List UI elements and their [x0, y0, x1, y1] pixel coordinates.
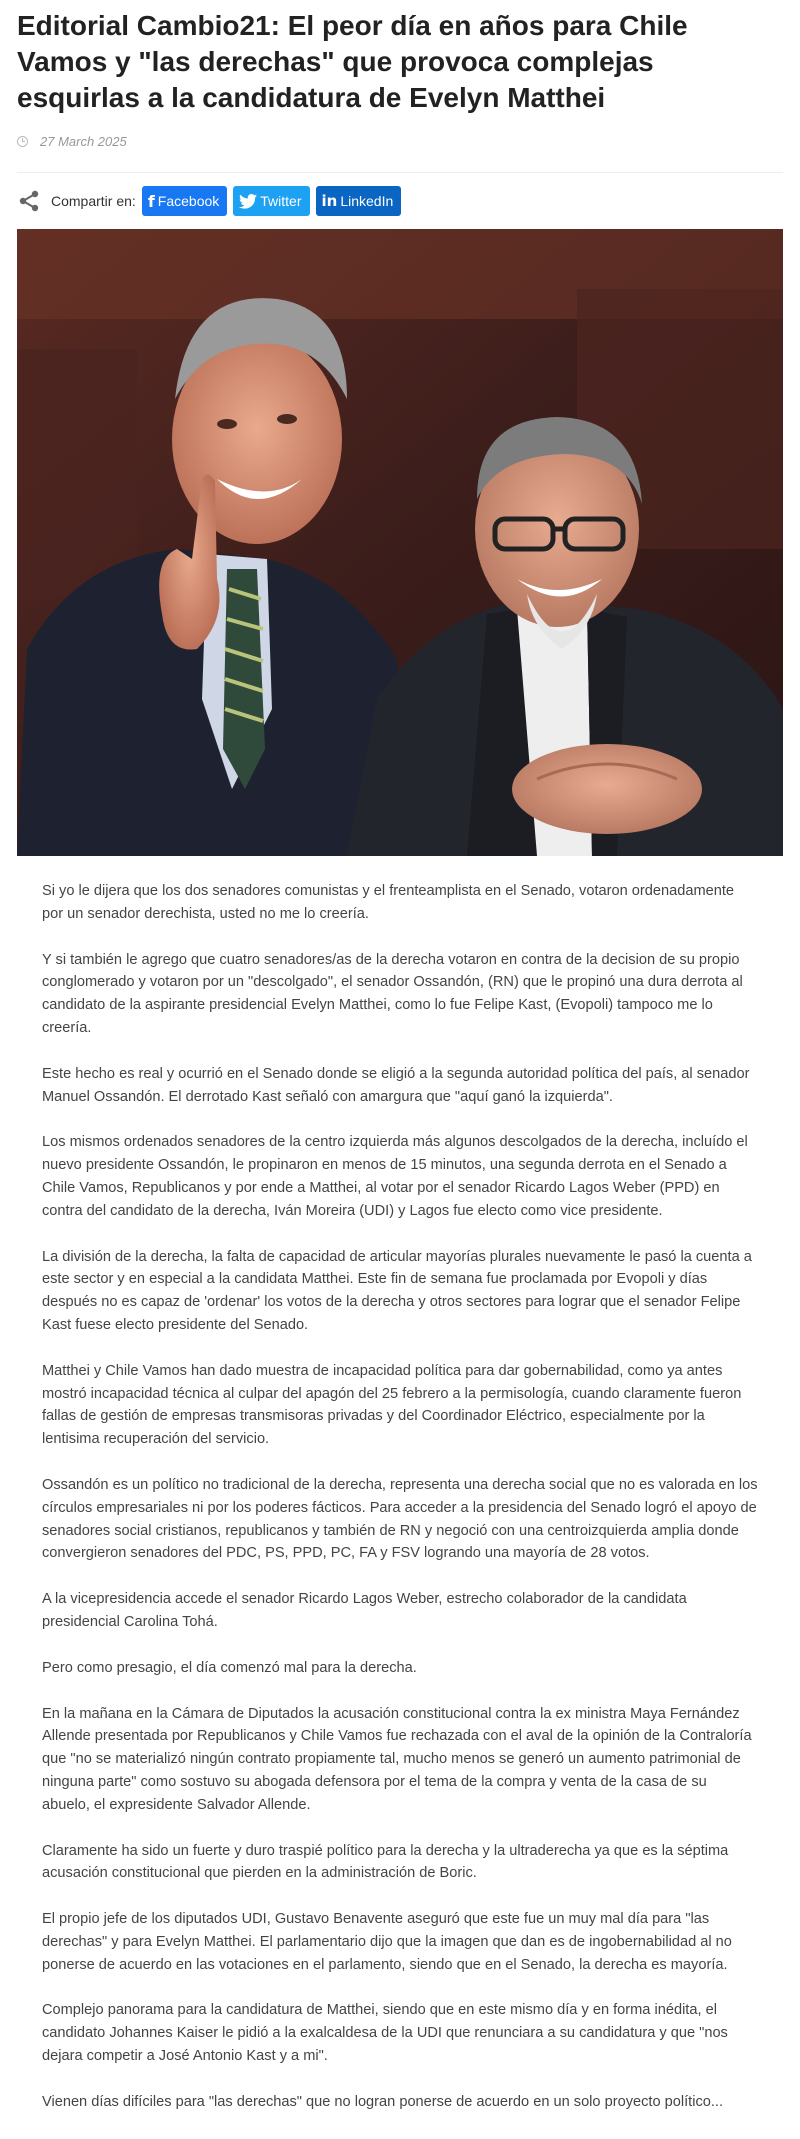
- article-paragraph: A la vicepresidencia accede el senador Ricardo Lagos Weber, estrecho colaborador de la candidata presidencial Carolina Tohá.: [42, 1591, 687, 1630]
- date-row: [17, 132, 783, 150]
- article-paragraph: El propio jefe de los diputados UDI, Gustavo Benavente aseguró que este fue un muy mal día para "las derechas" y para Evelyn Matthei. El parlamentario dijo que la imagen que dan es de ingobernabilidad al no ponerse de acuerdo en las votaciones en el parlamento, siendo que en el Senado, la derecha es mayoría.: [42, 1911, 732, 1973]
- article-paragraph: Complejo panorama para la candidatura de Matthei, siendo que en este mismo día y en forma inédita, el candidato Johannes Kaiser le pidió a la exalcaldesa de la UDI que renunciara a su candidatura y que "nos dejara competir a José Antonio Kast y a mi".: [42, 2002, 728, 2065]
- article-paragraph: La división de la derecha, la falta de capacidad de articular mayorías plurales nuevamente le pasó la cuenta a este sector y en especial a la candidata Matthei. Este fin de semana fue proclamada por Evopoli y días después no es capaz de 'ordenar' los votos de la derecha y otros sectores para lograr que el senador Felipe Kast fuese electo presidente del Senado.: [42, 1248, 752, 1333]
- share-label: Compartir en:: [51, 193, 136, 209]
- article-paragraph: Los mismos ordenados senadores de la centro izquierda más algunos descolgados de la derecha, incluído el nuevo presidente Ossandón, le propinaron en menos de 15 minutos, una segunda derrota en el Senado a Chile Vamos, Republicanos y por ende a Matthei, al votar por el senador Ricardo Lagos Weber (PPD) en contra del candidato de la derecha, Iván Moreira (UDI) y Lagos fue electo como vice presidente.: [42, 1134, 748, 1219]
- publish-date: 27 March 2025: [40, 133, 127, 149]
- article-paragraph: Vienen días difíciles para "las derechas" que no logran ponerse de acuerdo en un solo proyecto político...: [42, 2093, 724, 2110]
- clock-icon: [17, 136, 28, 147]
- article-photo: [17, 229, 783, 856]
- share-bar: [17, 186, 783, 216]
- twitter-label: Twitter: [260, 193, 302, 209]
- article-paragraph: Y si también le agrego que cuatro senadores/as de la derecha votaron en contra de la decision de su propio conglomerado y votaron por un "descolgado", el senador Ossandón, (RN) que le propinó una dura derrota al candidato de la aspirante presidencial Evelyn Matthei, como lo fue Felipe Kast, (Evopoli) tampoco me lo creería.: [42, 951, 743, 1036]
- article-paragraph: Este hecho es real y ocurrió en el Senado donde se eligió a la segunda autoridad política del país, al senador Manuel Ossandón. El derrotado Kast señaló con amargura que "aquí ganó la izquierda".: [42, 1065, 750, 1105]
- divider: [17, 172, 783, 173]
- linkedin-icon: in: [321, 192, 338, 210]
- twitter-icon: [239, 194, 257, 209]
- article-paragraph: Pero como presagio, el día comenzó mal para la derecha.: [42, 1659, 417, 1676]
- twitter-share-button[interactable]: [233, 186, 309, 216]
- article-photo-illustration: [17, 229, 783, 856]
- article-paragraph: Claramente ha sido un fuerte y duro traspié político para la derecha y la ultraderecha ya que es la séptima acusación constitucional que pierden en la administración de Boric.: [42, 1842, 729, 1882]
- facebook-icon: f: [147, 191, 155, 211]
- article-paragraph: En la mañana en la Cámara de Diputados la acusación constitucional contra la ex ministra Maya Fernández Allende presentada por Republicanos y Chile Vamos fue rechazada con el aval de la opinión de la Contraloría que "no se materializó ningún contrato propiamente tal, mucho menos se generó un aumento patrimonial de ninguna parte" como sostuvo su abogada defensora por el tema de la compra y venta de la casa de su abuelo, el expresidente Salvador Allende.: [42, 1705, 752, 1813]
- article-paragraph: Si yo le dijera que los dos senadores comunistas y el frenteamplista en el Senado, votaron ordenadamente por un senador derechista, usted no me lo creería.: [42, 883, 734, 922]
- article-paragraph: Matthei y Chile Vamos han dado muestra de incapacidad política para dar gobernabilidad, como ya antes mostró incapacidad técnica al culpar del apagón del 25 febrero a la permisología, cuando claramente fueron fallas de gestión de empresas transmisoras privadas y del Coordinador Eléctrico, especialmente por la lentisima recuperación del servicio.: [42, 1362, 742, 1448]
- facebook-label: Facebook: [157, 193, 220, 209]
- linkedin-share-button[interactable]: [316, 186, 402, 216]
- article-title: Editorial Cambio21: El peor día en años para Chile Vamos y "las derechas" que provoca complejas esquirlas a la candidatura de Evelyn Matthei: [17, 10, 688, 113]
- article-body: [17, 880, 783, 2114]
- linkedin-label: LinkedIn: [340, 193, 394, 209]
- article-paragraph: Ossandón es un político no tradicional de la derecha, representa una derecha social que no es valorada en los círculos empresariales ni por los poderes fácticos. Para acceder a la presidencia del Senado logró el apoyo de senadores social cristianos, republicanos y también de RN y negoció con una centroizquierda amplia donde convergieron senadores del PDC, PS, PPD, PC, FA y FSV logrando una mayoría de 28 votos.: [42, 1476, 758, 1562]
- share-icon: [17, 189, 41, 213]
- facebook-share-button[interactable]: [142, 186, 227, 216]
